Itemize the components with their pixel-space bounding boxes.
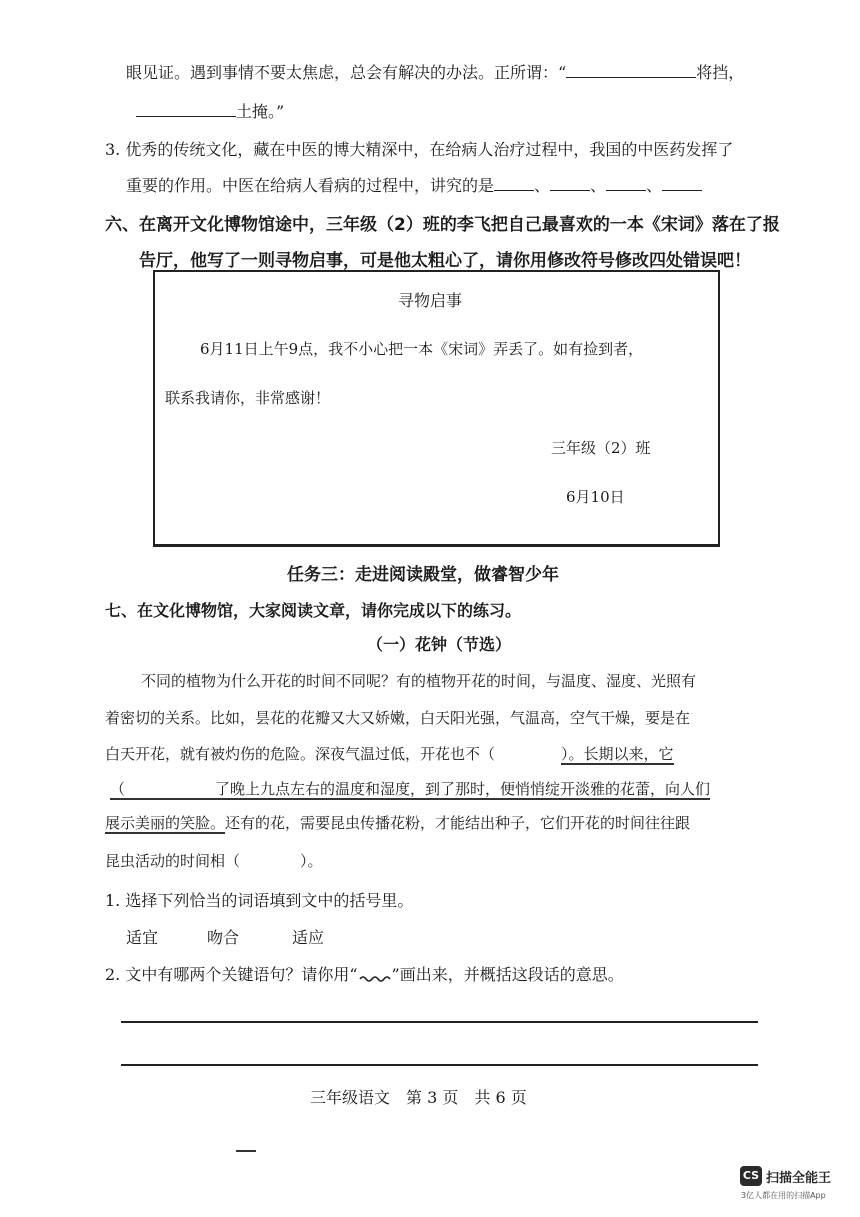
passage-line-part: 展示美丽的笑脸。 bbox=[105, 814, 226, 832]
question-3-line2 bbox=[126, 173, 702, 196]
question-2-part: ”画出来，并概括这段话的意思。 bbox=[391, 965, 624, 984]
text-line-part: 土掩。” bbox=[236, 102, 285, 121]
notice-signature: 三年级（2）班 bbox=[551, 439, 651, 457]
camscanner-logo-icon: CS bbox=[740, 1166, 762, 1186]
passage-line bbox=[105, 743, 674, 764]
notice-date: 6月10日 bbox=[566, 488, 625, 506]
notice-body-line2: 联系我请你，非常感谢！ bbox=[165, 389, 331, 407]
watermark-brand: 扫描全能王 bbox=[766, 1171, 832, 1186]
notice-title: 寻物启事 bbox=[398, 291, 463, 310]
text-line-part: 重要的作用。中医在给病人看病的过程中，讲究的是 bbox=[126, 176, 495, 195]
task-3-title: 任务三：走进阅读殿堂，做睿智少年 bbox=[287, 565, 559, 585]
section-7-heading: 七、在文化博物馆，大家阅读文章，请你完成以下的练习。 bbox=[105, 601, 522, 620]
passage-line: 昆虫活动的时间相（ ）。 bbox=[105, 852, 323, 870]
passage-line-part: 还有的花，需要昆虫传播花粉，才能结出种子，它们开花的时间往往跟 bbox=[225, 814, 691, 832]
passage-line bbox=[105, 812, 690, 833]
separator: 、 bbox=[534, 176, 551, 195]
passage-line-part: ）。长期以来，它 bbox=[561, 745, 674, 763]
question-3-line1: 3. 优秀的传统文化，藏在中医的博大精深中，在给病人治疗过程中，我国的中医药发挥了 bbox=[105, 140, 734, 159]
fill-blank bbox=[662, 189, 702, 191]
fill-blank bbox=[550, 189, 590, 191]
answer-line bbox=[121, 1021, 758, 1023]
passage-line-part: （ 了晚上九点左右的温度和湿度，到了那时，便悄悄绽开淡雅的花蕾，向人们 bbox=[110, 780, 711, 798]
fill-blank bbox=[566, 76, 696, 78]
text-line bbox=[126, 60, 744, 83]
word-option: 适宜 bbox=[126, 928, 159, 947]
question-1: 1. 选择下列恰当的词语填到文中的括号里。 bbox=[105, 891, 414, 910]
word-option: 适应 bbox=[292, 928, 325, 947]
fill-blank bbox=[606, 189, 646, 191]
separator: 、 bbox=[646, 176, 663, 195]
fill-blank bbox=[494, 189, 534, 191]
section-6-heading: 六、在离开文化博物馆途中，三年级（2）班的李飞把自己最喜欢的一本《宋词》落在了报 bbox=[105, 215, 780, 235]
passage-line: 不同的植物为什么开花的时间不同呢？有的植物开花的时间，与温度、湿度、光照有 bbox=[141, 672, 697, 690]
wavy-line-icon bbox=[358, 969, 392, 988]
text-line-part: 眼见证。遇到事情不要太焦虑，总会有解决的办法。正所谓：“ bbox=[126, 63, 567, 82]
passage-line-part: 白天开花，就有被灼伤的危险。深夜气温过低，开花也不（ bbox=[105, 745, 496, 763]
text-line bbox=[136, 99, 284, 122]
passage-line: 着密切的关系。比如，昙花的花瓣又大又娇嫩，白天阳光强，气温高，空气干燥，要是在 bbox=[105, 709, 691, 727]
word-option: 吻合 bbox=[207, 928, 240, 947]
question-2-part: 2. 文中有哪两个关键语句？请你用“ bbox=[105, 965, 358, 984]
separator: 、 bbox=[590, 176, 607, 195]
lost-item-notice bbox=[153, 270, 720, 547]
passage-title: （一）花钟（节选） bbox=[367, 635, 512, 654]
scan-mark bbox=[236, 1150, 256, 1152]
text-line-part: 将挡， bbox=[696, 63, 745, 82]
watermark-tagline: 3亿人都在用的扫描App bbox=[741, 1191, 826, 1200]
section-6-heading-line2: 告厅，他写了一则寻物启事，可是他太粗心了，请你用修改符号修改四处错误吧！ bbox=[139, 251, 751, 271]
passage-line bbox=[110, 778, 710, 799]
answer-line bbox=[121, 1064, 758, 1066]
notice-body-line1: 6月11日上午9点，我不小心把一本《宋词》弄丢了。如有捡到者， bbox=[200, 340, 644, 358]
question-2 bbox=[105, 962, 624, 985]
fill-blank bbox=[136, 115, 236, 117]
page-footer: 三年级语文 第 3 页 共 6 页 bbox=[310, 1088, 527, 1107]
